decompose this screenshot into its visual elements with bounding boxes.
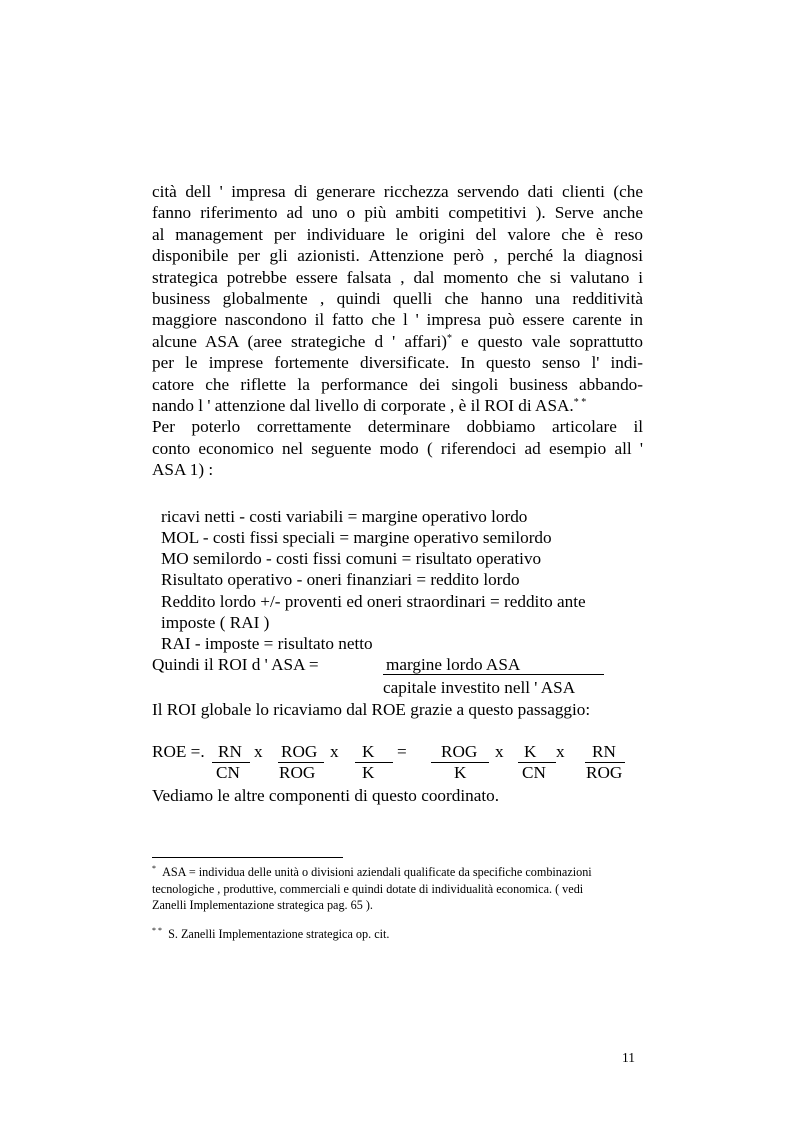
footnote-ref-1: * (446, 332, 452, 344)
schema-line: Risultato operativo - oneri finanziari = reddito lordo (161, 570, 520, 589)
footnote-2-mark: * * (152, 926, 162, 935)
closing-text: Vediamo le altre componenti di questo coordinato. (152, 786, 499, 805)
roe-times-1: x (254, 742, 263, 761)
body-line: catore che riflette la performance dei singoli business abbando- (152, 374, 643, 394)
body-line (152, 331, 643, 352)
roi-asa-denominator: capitale investito nell ' ASA (383, 678, 576, 697)
body-line: per le imprese fortemente diversificate. In questo senso l' indi- (152, 353, 643, 373)
page-number: 11 (622, 1050, 635, 1065)
footnote-line: * ASA = individua delle unità o divisioni aziendali qualificate da specifiche combinazioni (152, 864, 592, 879)
footnote-line: Zanelli Implementazione strategica pag. 65 ). (152, 898, 373, 913)
roe-f3-num: K (362, 742, 375, 761)
footnote-1 (152, 864, 644, 914)
schema-line: RAI - imposte = risultato netto (161, 634, 373, 653)
roe-f5-den: CN (522, 763, 546, 782)
roe-f2-num: ROG (281, 742, 318, 761)
schema-line: MOL - costi fissi speciali = margine operativo semilordo (161, 528, 552, 547)
schema-line: Reddito lordo +/- proventi ed oneri straordinari = reddito ante (161, 592, 586, 611)
body-line: conto economico nel seguente modo ( riferendoci ad esempio all ' (152, 438, 643, 458)
body-line-head: nando l ' attenzione dal livello di corporate , è il ROI di ASA. (152, 396, 574, 416)
roe-f6-den: ROG (586, 763, 623, 782)
footnote-line: * * S. Zanelli Implementazione strategica op. cit. (152, 926, 390, 941)
schema-line: imposte ( RAI ) (161, 613, 270, 632)
schema-line: ricavi netti - costi variabili = margine operativo lordo (161, 507, 528, 526)
body-line: maggiore nascondono il fatto che l ' impresa può essere carente in (152, 310, 643, 330)
roe-times-3: x (495, 742, 504, 761)
roe-equals: = (397, 742, 407, 761)
roi-asa-numerator: margine lordo ASA (386, 655, 521, 674)
body-line-tail: e questo vale soprattutto (451, 331, 643, 351)
footnote-2 (152, 926, 644, 943)
body-line (152, 395, 643, 416)
roe-f4-den: K (454, 763, 467, 782)
body-line: cità dell ' impresa di generare ricchezza servendo dati clienti (che (152, 182, 643, 201)
roe-f2-den: ROG (279, 763, 316, 782)
roe-times-2: x (330, 742, 339, 761)
roe-f3-den: K (362, 763, 375, 782)
roe-times-4: x (556, 742, 565, 761)
roe-f5-num: K (524, 742, 537, 761)
roi-asa-label: Quindi il ROI d ' ASA = (152, 655, 319, 674)
body-paragraph (152, 181, 643, 481)
roe-prefix: ROE =. (152, 742, 205, 761)
roi-globale-text: Il ROI globale lo ricaviamo dal ROE grazie a questo passaggio: (152, 700, 591, 719)
schema-line: MO semilordo - costi fissi comuni = risultato operativo (161, 549, 542, 568)
footnote-ref-2: * * (573, 397, 587, 409)
footnote-separator (152, 857, 343, 858)
body-line: fanno riferimento ad uno o più ambiti competitivi ). Serve anche (152, 203, 643, 223)
roe-f1-den: CN (216, 763, 240, 782)
roe-f4-num: ROG (441, 742, 478, 761)
body-line-head: alcune ASA (aree strategiche d ' affari) (152, 331, 447, 351)
body-line: business globalmente , quindi quelli che hanno una redditività (152, 289, 643, 309)
body-line: Per poterlo correttamente determinare dobbiamo articolare il (152, 417, 643, 437)
footnote-line: tecnologiche , produttive, commerciali e quindi dotate di individualità economica. ( vedi (152, 881, 584, 896)
roe-f6-num: RN (592, 742, 616, 761)
body-line: al management per individuare le origini del valore che è reso (152, 224, 643, 244)
footnote-1-mark: * (152, 864, 156, 873)
body-line: disponibile per gli azionisti. Attenzione però , perché la diagnosi (152, 246, 643, 266)
body-line: ASA 1) : (152, 460, 214, 480)
body-line: strategica potrebbe essere falsata , dal momento che si valutano i (152, 267, 643, 287)
roi-asa-fraction-bar (383, 674, 604, 675)
roe-f1-num: RN (218, 742, 242, 761)
